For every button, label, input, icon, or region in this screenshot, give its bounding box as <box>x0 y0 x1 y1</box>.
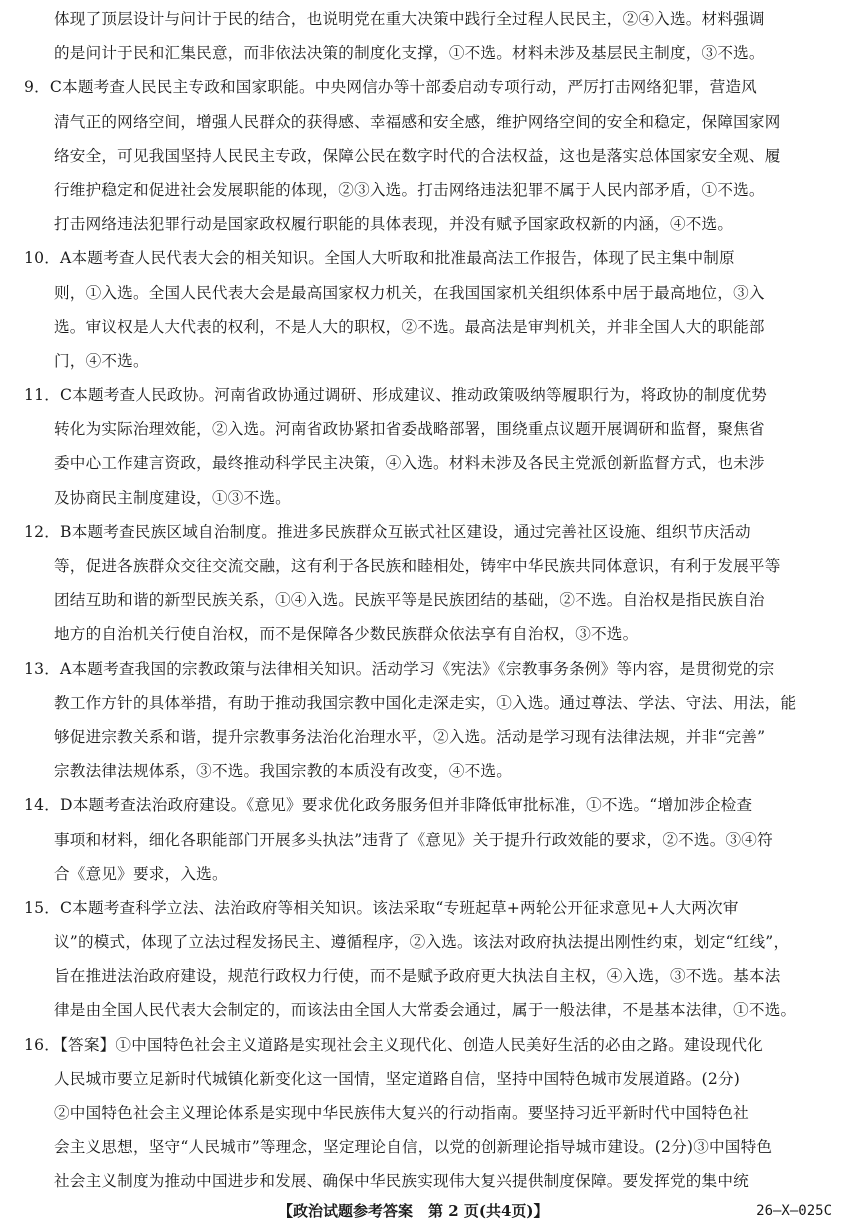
text-line: 体现了顶层设计与问计于民的结合，也说明党在重大决策中践行全过程人民民主，②④入选。材料强调 <box>54 10 765 28</box>
text-line: 合《意见》要求，入选。 <box>54 864 228 883</box>
text-line: 团结互助和谐的新型民族关系，①④入选。民族平等是民族团结的基础，②不选。自治权是指民族自治 <box>54 591 765 610</box>
text-line: 旨在推进法治政府建设，规范行政权力行使，而不是赋予政府更大执法自主权，④入选，③不选。基本法 <box>54 967 781 986</box>
text-line: 的是问计于民和汇集民意，而非依法决策的制度化支撑，①不选。材料未涉及基层民主制度，③不选。 <box>54 44 765 63</box>
text-line: 教工作方针的具体举措，有助于推动我国宗教中国化走深走实，①入选。通过尊法、学法、守法、用法，能 <box>54 693 797 712</box>
text-line: 人民城市要立足新时代城镇化新变化这一国情，坚定道路自信，坚持中国特色城市发展道路。(2分) <box>54 1069 741 1088</box>
text-line: 会主义思想，坚守“人民城市”等理念，坚定理论自信，以党的创新理论指导城市建设。(2分)③中国特色 <box>54 1138 773 1157</box>
text-line: 则，①入选。全国人民代表大会是最高国家权力机关，在我国国家机关组织体系中居于最高地位，③入 <box>54 283 765 302</box>
text-line: 12．B本题考查民族区域自治制度。推进多民族群众互嵌式社区建设，通过完善社区设施、组织节庆活动 <box>24 522 751 541</box>
text-line: 15．C本题考查科学立法、法治政府等相关知识。该法采取“专班起草+两轮公开征求意见+人大两次审 <box>24 898 739 917</box>
text-line: 16．【答案】①中国特色社会主义道路是实现社会主义现代化、创造人民美好生活的必由之路。建设现代化 <box>24 1035 763 1054</box>
text-line: 行维护稳定和促进社会发展职能的体现，②③入选。打击网络违法犯罪不属于人民内部矛盾，①不选。 <box>54 180 765 199</box>
text-line: 10．A本题考查人民代表大会的相关知识。全国人大听取和批准最高法工作报告，体现了民主集中制原 <box>24 249 735 268</box>
text-line: 及协商民主制度建设，①③不选。 <box>54 488 291 507</box>
text-line: 门，④不选。 <box>54 351 149 370</box>
footer-page-label: 【政治试题参考答案 第 2 页(共4页)】 <box>278 1202 549 1220</box>
text-line: 13．A本题考查我国的宗教政策与法律相关知识。活动学习《宪法》《宗教事务条例》等内容，是贯彻党的宗 <box>24 659 775 678</box>
text-line: 等，促进各族群众交往交流交融，这有利于各民族和睦相处，铸牢中华民族共同体意识，有利于发展平等 <box>54 557 781 575</box>
answer-body <box>24 2 854 1199</box>
text-line: 打击网络违法犯罪行动是国家政权履行职能的具体表现，并没有赋予国家政权新的内涵，④不选。 <box>54 215 734 234</box>
text-line: 地方的自治机关行使自治权，而不是保障各少数民族群众依法享有自治权，③不选。 <box>54 625 639 644</box>
text-line: 络安全，可见我国坚持人民民主专政，保障公民在数字时代的合法权益，这也是落实总体国家安全观、履 <box>54 146 781 165</box>
text-line: ②中国特色社会主义理论体系是实现中华民族伟大复兴的行动指南。要坚持习近平新时代中国特色社 <box>54 1104 749 1122</box>
text-line: 宗教法律法规体系，③不选。我国宗教的本质没有改变，④不选。 <box>54 762 513 781</box>
text-line: 够促进宗教关系和谐，提升宗教事务法治化治理水平，②入选。活动是学习现有法律法规，并非“完善” <box>54 727 766 746</box>
text-line: 11．C本题考查人民政协。河南省政协通过调研、形成建议、推动政策吸纳等履职行为，将政协的制度优势 <box>24 386 768 405</box>
page-footer <box>0 1200 868 1222</box>
text-line: 转化为实际治理效能，②入选。河南省政协紧扣省委战略部署，围绕重点议题开展调研和监督，聚焦省 <box>54 420 765 439</box>
text-line: 委中心工作建言资政，最终推动科学民主决策，④入选。材料未涉及各民主党派创新监督方式，也未涉 <box>54 454 765 473</box>
text-line: 9．C本题考查人民民主专政和国家职能。中央网信办等十部委启动专项行动，严厉打击网络犯罪，营造风 <box>24 78 757 97</box>
text-line: 议”的模式，体现了立法过程发扬民主、遵循程序，②入选。该法对政府执法提出刚性约束，划定“红线”， <box>54 933 790 952</box>
text-line: 事项和材料，细化各职能部门开展多头执法”违背了《意见》关于提升行政效能的要求，②不选。③④符 <box>54 830 773 849</box>
text-line: 律是由全国人民代表大会制定的，而该法由全国人大常委会通过，属于一般法律，不是基本法律，①不选。 <box>54 1001 797 1020</box>
footer-doc-code: 26—X—025C <box>756 1203 832 1219</box>
text-line: 社会主义制度为推动中国进步和发展、确保中华民族实现伟大复兴提供制度保障。要发挥党的集中统 <box>54 1172 749 1191</box>
text-line: 选。审议权是人大代表的权利，不是人大的职权，②不选。最高法是审判机关，并非全国人大的职能部 <box>54 317 765 336</box>
text-line: 14．D本题考查法治政府建设。《意见》要求优化政务服务但并非降低审批标准，①不选。“增加涉企检查 <box>24 796 753 815</box>
text-line: 清气正的网络空间，增强人民群众的获得感、幸福感和安全感，维护网络空间的安全和稳定，保障国家网 <box>54 112 781 131</box>
